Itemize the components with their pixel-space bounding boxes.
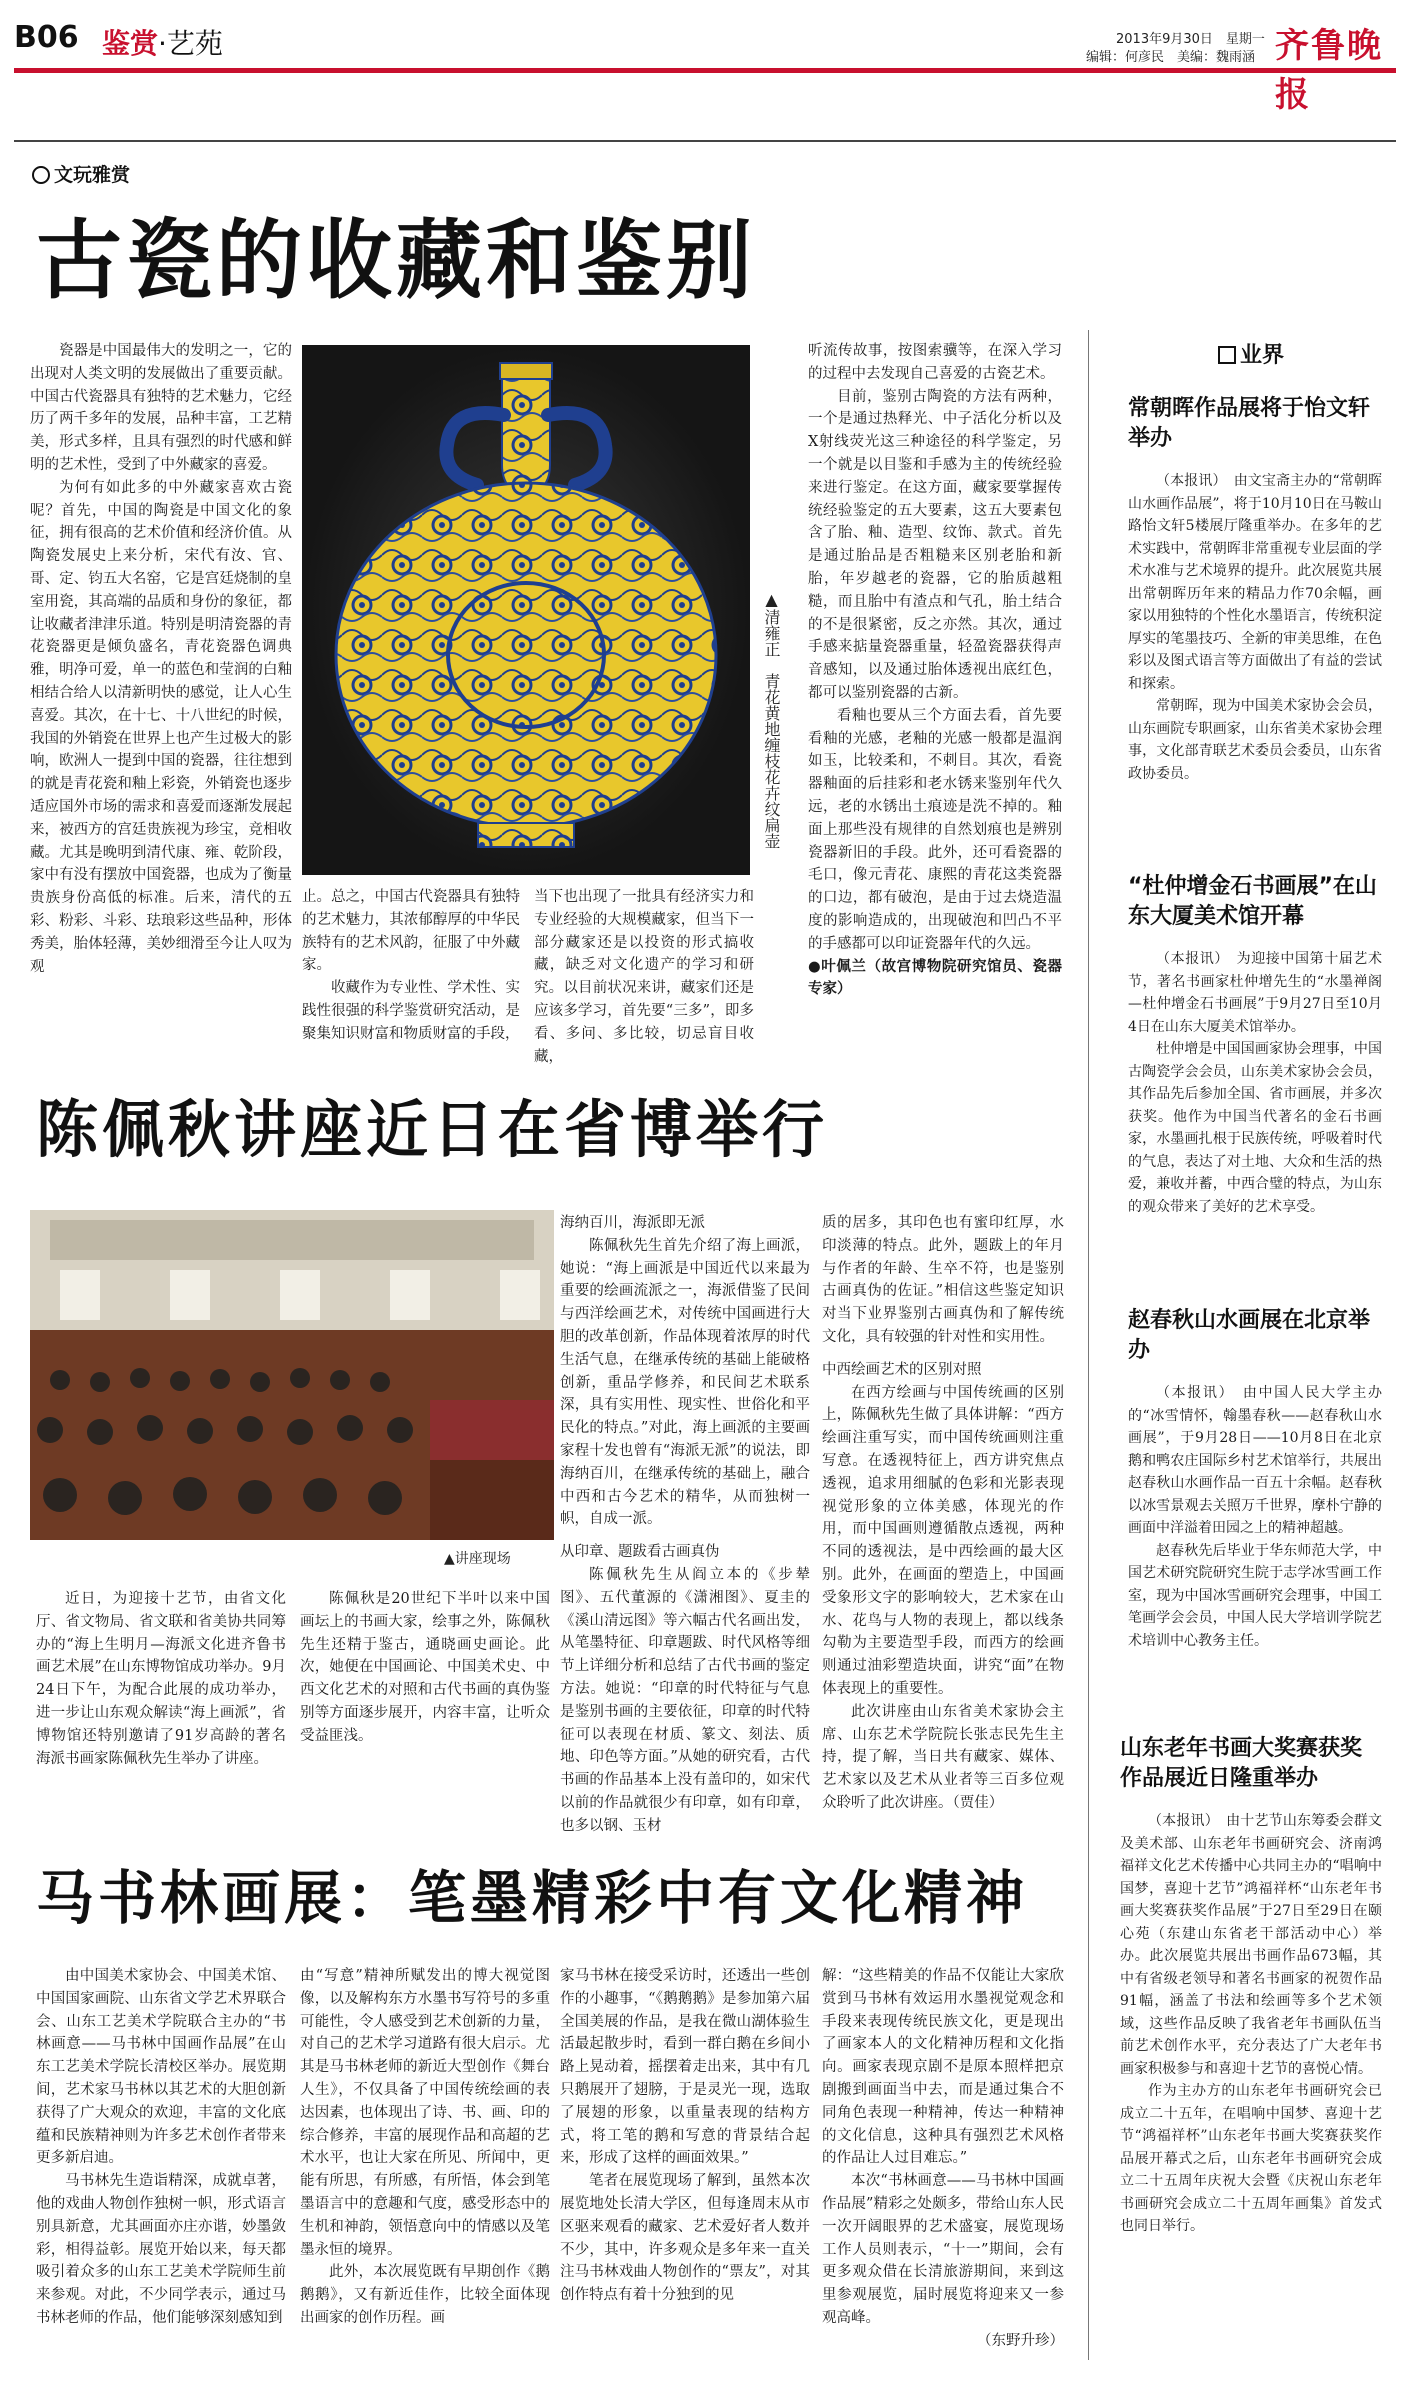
- article2-col3: 海纳百川，海派即无派 陈佩秋先生首先介绍了海上画派，她说：“海上画派是中国近代以来最为重要的绘画流派之一，海派借鉴了民间与西洋绘画艺术，对传统中国画进行大胆的改革创新，作品体现着浓厚的时代生活气息，在继承传统的基础上能破格创新，重品学修养，和民间艺术联系深，具有实用性、现实性、世俗化和平民化的特点。”对此，海上画派的主要画家程十发也曾有“海派无派”的说法，即海纳百川，在继承传统的基础上，融合中西和古今艺术的精华，从而独树一帜，自成一派。 从印章、题跋看古画真伪 陈佩秋先生从阎立本的《步辇图》、五代董源的《潇湘图》、夏圭的《溪山清远图》等六幅古代名画出发，从笔墨特征、印章题跋、时代风格等细节上详细分析和总结了古代书画的鉴定方法。她说：“印章的时代特征与气息是鉴别书画的主要依征，印章的时代特征可以表现在材质、篆文、刻法、质地、印色等方面。”从她的研究看，古代书画的作品基本上没有盖印的，如宋代以前的作品就很少有印章，如有印章，也多以钢、玉材: [560, 1212, 810, 1838]
- sidebar-item-4: 山东老年书画大奖赛获奖作品展近日隆重举办 （本报讯） 由十艺节山东筹委会群文及美术部、山东老年书画研究会、济南鸿福祥文化艺术传播中心共同主办的“唱响中国梦，喜迎十艺节”鸿福祥杯“山东老年书画大奖赛获奖作品展”于27日至29日在颐心苑（东建山东省老干部活动中心）举办。此次展览共展出书画作品673幅，其中有省级老领导和著名书画家的祝贺作品91幅，涵盖了书法和绘画等多个艺术领域，这些作品反映了我省老年书画队伍当前艺术创作水平，充分表达了广大老年书画家积极参与和喜迎十艺节的喜悦心情。 作为主办方的山东老年书画研究会已成立二十五年，在唱响中国梦、喜迎十艺节“鸿福祥杯”山东老年书画大奖赛获奖作品展开幕式之后，山东老年书画研究会成立二十五周年庆祝大会暨《庆祝山东老年书画研究会成立二十五周年画集》首发式也同日举行。: [1120, 1736, 1382, 2234]
- lecture-caption: ▲讲座现场: [444, 1551, 511, 1567]
- article3-col2: 由“写意”精神所赋发出的博大视觉图像，以及解构东方水墨书写符号的多重可能性，令人感受到艺术创新的力量，对自己的艺术学习道路有很大启示。尤其是马书林老师的新近大型创作《舞台人生》，不仅具备了中国传统绘画的表达因素，也体现出了诗、书、画、印的综合修养，丰富的展现作品和高超的艺术水平，也让大家在所见、所闻中，更能有所思，有所感，有所悟，体会到笔墨语言中的意趣和气度，感受形态中的生机和神韵，领悟意向中的情感以及笔墨永恒的境界。 此外，本次展览既有早期创作《鹅鹅鹅》，又有新近佳作，比较全面体现出画家的创作历程。画: [300, 1968, 550, 2326]
- article2-title: 陈佩秋讲座近日在省博举行: [36, 1093, 829, 1166]
- editors-line: 编辑：何彦民 美编：魏雨涵: [1086, 50, 1256, 65]
- issue-date: 2013年9月30日 星期一: [1116, 32, 1265, 47]
- header-rule: [14, 68, 1396, 73]
- square-mark-icon: [1218, 346, 1236, 364]
- article2-col1: 近日，为迎接十艺节，由省文化厅、省文物局、省文联和省美协共同筹办的“海上生明月—海派文化进齐鲁书画艺术展”在山东博物馆成功举办。9月24日下午，为配合此展的成功举办，进一步让山东观众解读“海上画派”，省博物馆还特别邀请了91岁高龄的著名海派书画家陈佩秋先生举办了讲座。: [36, 1591, 286, 1767]
- sidebar-item-4-title: 山东老年书画大奖赛获奖作品展近日隆重举办: [1120, 1736, 1363, 1791]
- article1-title: 古瓷的收藏和鉴别: [36, 211, 756, 311]
- article2-subhead3: 中西绘画艺术的区别对照: [822, 1361, 982, 1378]
- article3-author: （东野升珍）: [977, 2332, 1064, 2349]
- vase-caption: ▲清雍正 青花黄地缠枝花卉纹扁壶: [762, 590, 781, 849]
- article2-col4: 质的居多，其印色也有蜜印红厚，水印淡薄的特点。此外，题跋上的年月与作者的年龄、生卒不符，也是鉴别古画真伪的佐证。”相信这些鉴定知识对当下业界鉴别古画真伪和了解传统文化，具有较强的针对性和实用性。 中西绘画艺术的区别对照 在西方绘画与中国传统画的区别上，陈佩秋先生做了具体讲解：“西方绘画注重写实，而中国传统画则注重写意。在透视特征上，西方讲究焦点透视，追求用细腻的色彩和光影表现视觉形象的立体美感，体现光的作用，而中国画则遵循散点透视，两种不同的透视法，是中西绘画的最大区别。此外，在画面的塑造上，中国画受象形文字的影响较大，艺术家在山水、花鸟与人物的表现上，都以线条勾勒为主要造型手段，而西方的绘画则通过油彩塑造块面，讲究“面”在物体表现上的重要性。 此次讲座由山东省美术家协会主席、山东艺术学院院长张志民先生主持，提了解，当日共有藏家、媒体、艺术家以及艺术从业者等三百多位观众聆听了此次讲座。（贾佳）: [822, 1215, 1064, 1811]
- header-rule-thin: [14, 140, 1396, 142]
- article3-col4: 解：“这些精美的作品不仅能让大家欣赏到马书林有效运用水墨视觉观念和手段来表现传统民族文化，更是现出了画家本人的文化精神历程和文化指向。画家表现京剧不是原本照样把京剧搬到画面当中去，而是通过集合不同角色表现一种精神，传达一种精神的文化信息，这种具有强烈艺术风格的作品让人过目难忘。” 本次“书林画意——马书林中国画作品展”精彩之处颇多，带给山东人民一次开阔眼界的艺术盛宴，展览现场工作人员则表示，“十一”期间，会有更多观众借在长清旅游期间，来到这里参观展览，届时展览将迎来又一参观高峰。 （东野升珍）: [822, 1965, 1064, 2353]
- article1-col1: 瓷器是中国最伟大的发明之一，它的出现对人类文明的发展做出了重要贡献。中国古代瓷器具有独特的艺术魅力，它经历了两千多年的发展，品种丰富，工艺精美，形式多样，且具有强烈的时代感和鲜明的艺术性，受到了中外藏家的喜爱。 为何有如此多的中外藏家喜欢古瓷呢？首先，中国的陶瓷是中国文化的象征，拥有很高的艺术价值和经济价值。从陶瓷发展史上来分析，宋代有汝、官、哥、定、钧五大名窑，它是宫廷烧制的皇室用瓷，其高端的品质和身份的象征，都让收藏者津津乐道。特别是明清瓷器的青花瓷器更是倾负盛名，青花瓷器色调典雅，明净可爱，单一的蓝色和莹润的白釉相结合给人以清新明快的感觉，让人心生喜爱。其次，在十七、十八世纪的时候，我国的外销瓷在世界上也产生过极大的影响，欧洲人一提到中国的瓷器，往往想到的就是青花瓷和釉上彩瓷，外销瓷也逐步适应国外市场的需求和喜爱而逐渐发展起来，被西方的宫廷贵族视为珍宝，竞相收藏。尤其是晚明到清代康、雍、乾阶段，家中有没有摆放中国瓷器，也成为了衡量贵族身份高低的标准。后来，清代的五彩、粉彩、斗彩、珐琅彩这些品种，形体秀美，胎体轻薄，美妙细滑至今让人叹为观: [30, 343, 292, 975]
- article1-col2: 止。总之，中国古代瓷器具有独特的艺术魅力，其浓郁醇厚的中华民族特有的艺术风韵，征服了中外藏家。 收藏作为专业性、学术性、实践性很强的科学鉴赏研究活动，是聚集知识财富和物质财富的手段，: [302, 889, 520, 1042]
- article1-author: ●叶佩兰（故宫博物院研究馆员、瓷器专家）: [808, 957, 1062, 998]
- sidebar-label: 业界: [1218, 338, 1284, 369]
- article3-col3: 家马书林在接受采访时，还透出一些创作的小趣事，“《鹅鹅鹅》是参加第六届全国美展的作品，是我在微山湖体验生活最起散步时，看到一群白鹅在乡间小路上晃动着，摇摆着走出来，其中有几只鹅展开了翅膀，于是灵光一现，选取了展翅的形象，以重量表现的结构方式，将工笔的鹅和写意的背景结合起来，形成了这样的画面效果。” 笔者在展览现场了解到，虽然本次展览地处长清大学区，但每逢周末从市区驱来观看的藏家、艺术爱好者人数并不少，其中，许多观众是多年来一直关注马书林戏曲人物创作的“票友”，对其创作特点有着十分独到的见: [560, 1968, 810, 2304]
- vase-photo: [302, 345, 750, 875]
- section-name: 鉴赏·艺苑: [102, 27, 223, 60]
- sidebar-item-2-title: “杜仲增金石书画展”在山东大厦美术馆开幕: [1128, 874, 1377, 929]
- article2-col2: 陈佩秋是20世纪下半叶以来中国画坛上的书画大家，绘事之外，陈佩秋先生还精于鉴古，通晓画史画论。此次，她便在中国画论、中国美术史、中西文化艺术的对照和古代书画的真伪鉴别等方面逐步展开，内容丰富，让听众受益匪浅。: [300, 1591, 550, 1744]
- article1-col3: 当下也出现了一批具有经济实力和专业经验的大规模藏家，但当下一部分藏家还是以投资的形式搞收藏，缺乏对文化遗产的学习和研究。以目前状况来讲，藏家们还是应该多学习，首先要“三多”，即多看、多问、多比较，切忌盲目收藏，: [534, 889, 754, 1065]
- sidebar-item-2: “杜仲增金石书画展”在山东大厦美术馆开幕 （本报讯） 为迎接中国第十届艺术节，著名书画家杜仲增先生的“水墨禅阁—杜仲增金石书画展”于9月27日至10月4日在山东大厦美术馆举办。 杜仲增是中国国画家协会理事，中国古陶瓷学会会员，山东美术家协会会员，其作品先后参加全国、省市画展，并多次获奖。他作为中国当代著名的金石书画家，水墨画扎根于民族传统，呼吸着时代的气息，表达了对土地、大众和生活的热爱，兼收并蓄，中西合璧的特点，为山东的观众带来了美好的艺术享受。: [1128, 874, 1382, 1215]
- circle-mark-icon: [32, 166, 50, 184]
- article2-subhead1: 海纳百川，海派即无派: [560, 1215, 705, 1231]
- column-tag: 文玩雅赏: [32, 160, 130, 187]
- lecture-hall-illustration: [30, 1210, 554, 1540]
- sidebar-item-3: 赵春秋山水画展在北京举办 （本报讯） 由中国人民大学主办的“冰雪情怀，翰墨春秋——赵春秋山水画展”，于9月28日——10月8日在北京鹅和鸭农庄国际乡村艺术馆举行，共展出赵春秋山水画作品一百五十余幅。赵春秋以冰雪景观去关照万千世界，摩朴宁静的画面中洋溢着田园之上的精神超越。 赵春秋先后毕业于华东师范大学，中国艺术研究院研究生院于志学冰雪画工作室，现为中国冰雪画研究会理事，中国工笔画学会会员，中国人民大学培训学院艺术培训中心教务主任。: [1128, 1308, 1382, 1649]
- sidebar-item-1: 常朝晖作品展将于怡文轩举办 （本报讯） 由文宝斋主办的“常朝晖山水画作品展”，将于10月10日在马鞍山路怡文轩5楼展厅隆重举办。在多年的艺术实践中，常朝晖非常重视专业层面的学术水准与艺术境界的提升。此次展览共展出常朝晖历年来的精品力作70余幅，画家以用独特的个性化水墨语言，传统积淀厚实的笔墨技巧、全新的审美思维，在色彩以及图式语言等方面做出了有益的尝试和探索。 常朝晖，现为中国美术家协会会员，山东画院专职画家，山东省美术家协会理事，文化部青联艺术委员会委员，山东省政协委员。: [1128, 396, 1382, 782]
- article3-col1: 由中国美术家协会、中国美术馆、中国国家画院、山东省文学艺术界联合会、山东工艺美术学院联合主办的“书林画意——马书林中国画作品展”在山东工艺美术学院长清校区举办。展览期间，艺术家马书林以其艺术的大胆创新获得了广大观众的欢迎，丰富的文化底蕴和民族精神则为许多艺术创作者带来更多新启迪。 马书林先生造诣精深，成就卓著，他的戏曲人物创作独树一帜，形式语言别具新意，尤其画面亦庄亦谐，妙墨敛彩，相得益彰。展览开始以来，每天都吸引着众多的山东工艺美术学院师生前来参观。对此，不少同学表示，通过马书林老师的作品，他们能够深刻感知到: [36, 1968, 286, 2326]
- article2-subhead2: 从印章、题跋看古画真伪: [560, 1544, 720, 1561]
- sidebar-item-3-title: 赵春秋山水画展在北京举办: [1128, 1308, 1371, 1363]
- newspaper-logo: 齐鲁晚报: [1275, 26, 1383, 115]
- vase-illustration: [302, 345, 750, 875]
- lecture-photo: [30, 1210, 554, 1540]
- sidebar-divider: [1088, 330, 1089, 2360]
- article3-title: 马书林画展：笔墨精彩中有文化精神: [36, 1864, 1029, 1932]
- sidebar-item-1-title: 常朝晖作品展将于怡文轩举办: [1128, 396, 1371, 451]
- page-code: B06: [14, 20, 79, 55]
- article1-col4: 听流传故事，按图索骥等，在深入学习的过程中去发现自己喜爱的古瓷艺术。 目前，鉴别古陶瓷的方法有两种，一个是通过热释光、中子活化分析以及X射线荧光这三种途径的科学鉴定，另一个就是以目鉴和手感为主的传统经验来进行鉴定。在这方面，藏家要掌握传统经验鉴定的五大要素，这五大要素包含了胎、釉、造型、纹饰、款式。首先是通过胎品是否粗糙来区别老胎和新胎，年岁越老的瓷器，它的胎质越粗糙，而且胎中有渣点和气孔，胎土结合的不是很紧密，反之亦然。其次，通过手感来掂量瓷器重量，轻盈瓷器获得声音感知，以及通过胎体透视出底红色，都可以鉴别瓷器的古新。 看釉也要从三个方面去看，首先要看釉的光感，老釉的光感一般都是温润如玉，比较柔和，不刺目。其次，看瓷器釉面的后挂彩和老水锈来鉴别年代久远，老的水锈出土痕迹是洗不掉的。釉面上那些没有规律的自然划痕也是辨别瓷器新旧的手段。此外，还可看瓷器的毛口，像元青花、康熙的青花这类瓷器的口边，都有破泡，是由于过去烧造温度的影响造成的，出现破泡和凹凸不平的手感都可以印证瓷器年代的久远。 ●叶佩兰（故宫博物院研究馆员、瓷器专家）: [808, 340, 1062, 1001]
